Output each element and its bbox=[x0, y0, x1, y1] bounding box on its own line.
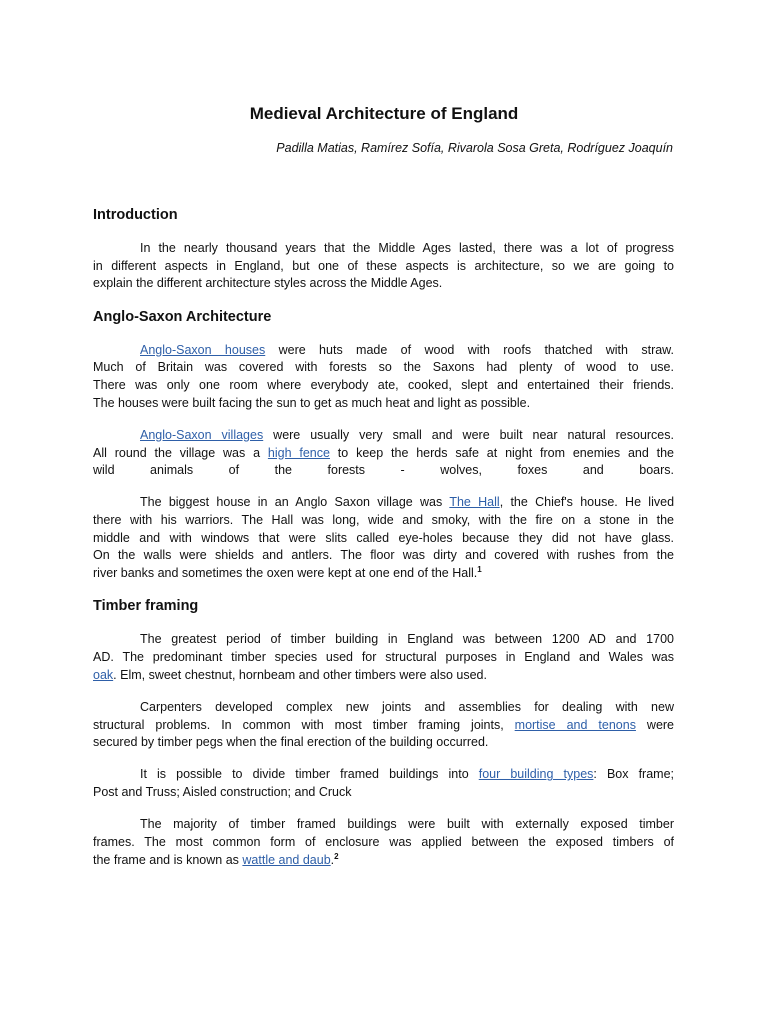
hyperlink[interactable]: mortise and tenons bbox=[514, 717, 636, 732]
paragraph bbox=[93, 494, 674, 582]
hyperlink[interactable]: wattle and daub bbox=[242, 852, 331, 867]
text-segment: Carpenters developed complex new joints and assemblies for dealing with new bbox=[140, 699, 674, 714]
text-line bbox=[93, 427, 674, 445]
text-segment: Much of Britain was covered with forests so the Saxons had plenty of wood to use. bbox=[93, 360, 674, 375]
text-line bbox=[93, 717, 674, 735]
paragraph bbox=[93, 342, 674, 413]
text-segment: , the Chief's house. He lived bbox=[499, 495, 675, 510]
section-heading: Introduction bbox=[93, 207, 178, 223]
hyperlink[interactable]: Anglo-Saxon villages bbox=[140, 427, 264, 442]
text-segment: : Box frame; bbox=[593, 767, 674, 782]
text-line bbox=[93, 512, 674, 530]
text-line bbox=[93, 377, 674, 395]
paragraph bbox=[93, 427, 674, 480]
text-segment: were usually very small and were built near natural resources. bbox=[263, 427, 674, 442]
text-line bbox=[93, 699, 674, 717]
document-authors: Padilla Matias, Ramírez Sofía, Rivarola Sosa Greta, Rodríguez Joaquín bbox=[276, 141, 673, 155]
text-line bbox=[93, 240, 674, 258]
hyperlink[interactable]: high fence bbox=[267, 445, 330, 460]
text-segment: the frame and is known as bbox=[93, 852, 243, 867]
text-line bbox=[93, 667, 674, 685]
text-line bbox=[93, 494, 674, 512]
text-segment: river banks and sometimes the oxen were kept at one end of the Hall. bbox=[93, 566, 478, 581]
text-line bbox=[93, 784, 674, 802]
hyperlink[interactable]: four building types bbox=[478, 767, 594, 782]
text-line bbox=[93, 834, 674, 852]
text-segment: middle and with windows that were slits called eye-holes because they did not have glass. bbox=[93, 530, 674, 545]
text-line bbox=[93, 852, 674, 870]
text-segment: structural problems. In common with most timber framing joints, bbox=[93, 717, 515, 732]
text-segment: in different aspects in England, but one of these aspects is architecture, so we are going to bbox=[93, 258, 674, 273]
text-segment: there with his warriors. The Hall was long, wide and smoky, with the fire on a stone in the bbox=[93, 513, 674, 528]
text-segment: There was only one room where everybody ate, cooked, slept and entertained their friends. bbox=[93, 377, 674, 392]
text-line bbox=[93, 766, 674, 784]
paragraph bbox=[93, 816, 674, 869]
text-segment: The biggest house in an Anglo Saxon village was bbox=[140, 495, 450, 510]
hyperlink[interactable]: The Hall bbox=[449, 495, 500, 510]
text-segment: It is possible to divide timber framed buildings into bbox=[140, 767, 479, 782]
text-segment: wild animals of the forests - wolves, foxes and boars. bbox=[93, 463, 674, 478]
text-segment: were bbox=[635, 717, 675, 732]
text-line bbox=[93, 342, 674, 360]
text-line bbox=[93, 445, 674, 463]
text-segment: secured by timber pegs when the final erection of the building occurred. bbox=[93, 735, 489, 750]
text-segment: In the nearly thousand years that the Middle Ages lasted, there was a lot of progress bbox=[140, 241, 674, 255]
text-segment: . bbox=[330, 852, 335, 867]
hyperlink[interactable]: Anglo-Saxon houses bbox=[140, 342, 266, 357]
text-segment: The greatest period of timber building in England was between 1200 AD and 1700 bbox=[140, 632, 674, 647]
paragraph bbox=[93, 631, 674, 684]
footnote-reference[interactable]: 2 bbox=[334, 851, 339, 861]
text-line bbox=[93, 816, 674, 834]
text-segment: explain the different architecture styles across the Middle Ages. bbox=[93, 276, 443, 291]
text-segment: Post and Truss; Aisled construction; and Cruck bbox=[93, 785, 352, 800]
section-heading: Anglo-Saxon Architecture bbox=[93, 308, 272, 325]
text-line bbox=[93, 649, 674, 667]
text-segment: The majority of timber framed buildings were built with externally exposed timber bbox=[140, 817, 674, 832]
footnote-reference[interactable]: 1 bbox=[477, 564, 482, 574]
text-line bbox=[93, 395, 674, 413]
text-line bbox=[93, 359, 674, 377]
paragraph bbox=[93, 699, 674, 752]
text-segment: The houses were built facing the sun to get as much heat and light as possible. bbox=[93, 395, 531, 410]
text-segment: frames. The most common form of enclosure was applied between the exposed timbers of bbox=[93, 835, 674, 849]
paragraph bbox=[93, 766, 674, 801]
section-heading: Timber framing bbox=[93, 598, 199, 615]
document-body bbox=[93, 206, 674, 884]
text-line bbox=[93, 275, 674, 293]
text-line bbox=[93, 462, 674, 480]
text-segment: to keep the herds safe at night from enemies and the bbox=[329, 445, 675, 460]
text-line bbox=[93, 530, 674, 548]
hyperlink[interactable]: oak bbox=[93, 667, 114, 682]
text-segment: AD. The predominant timber species used for structural purposes in England and Wales was bbox=[93, 650, 674, 664]
document-title: Medieval Architecture of England bbox=[249, 104, 519, 123]
text-line bbox=[93, 565, 674, 583]
text-line bbox=[93, 258, 674, 276]
text-line bbox=[93, 547, 674, 565]
text-segment: were huts made of wood with roofs thatched with straw. bbox=[265, 342, 674, 357]
text-segment: On the walls were shields and antlers. The floor was dirty and covered with rushes from the bbox=[93, 548, 674, 563]
text-line bbox=[93, 734, 674, 752]
paragraph bbox=[93, 240, 674, 293]
text-segment: All round the village was a bbox=[93, 445, 268, 460]
text-line bbox=[93, 631, 674, 649]
text-segment: . Elm, sweet chestnut, hornbeam and other timbers were also used. bbox=[113, 667, 487, 682]
